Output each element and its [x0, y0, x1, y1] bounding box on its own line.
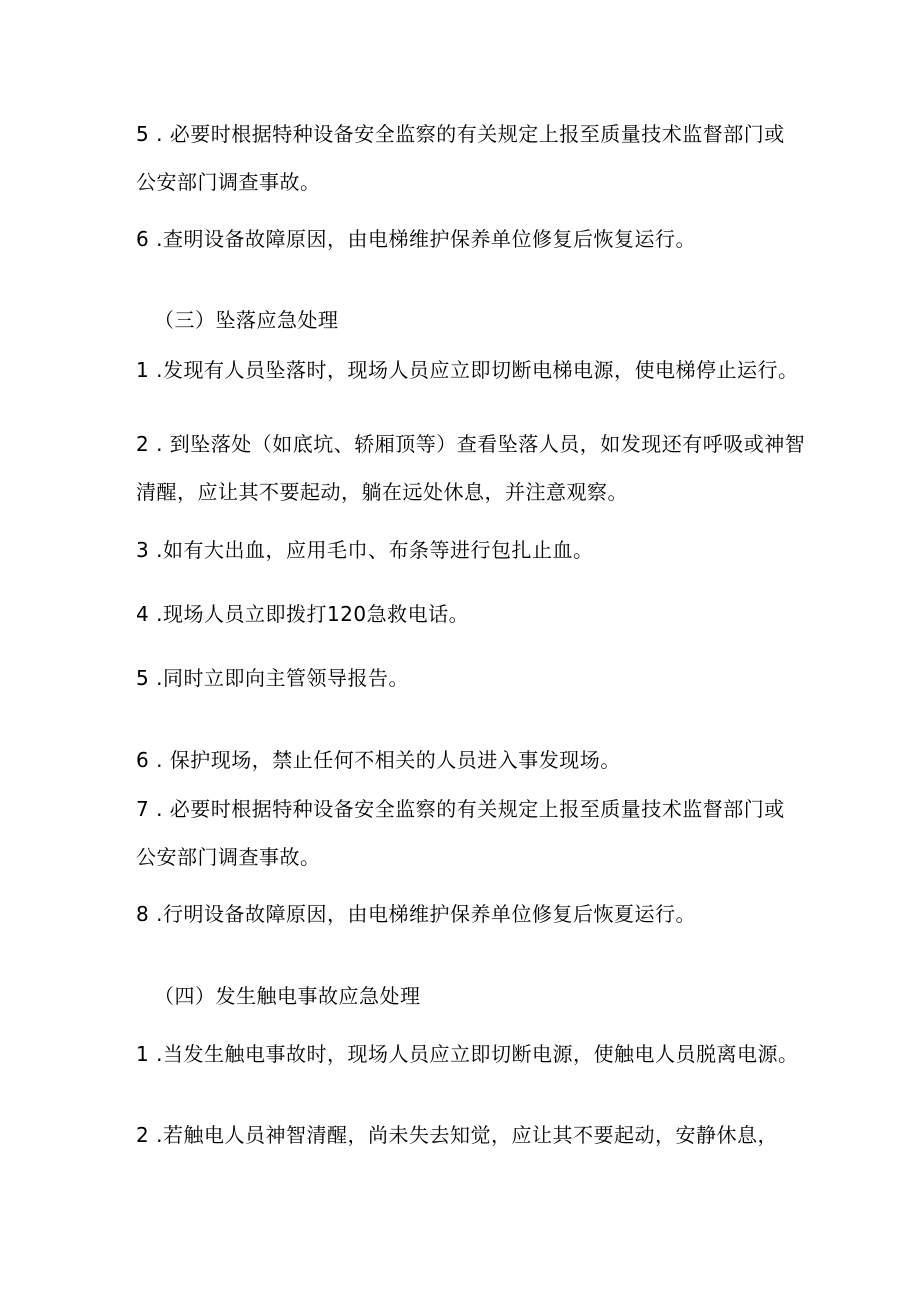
item-number: 4: [136, 602, 150, 626]
item-number: 2: [136, 432, 150, 456]
item-5-line-2: [136, 168, 321, 196]
item-6: [136, 225, 696, 253]
fall-item-8: [136, 900, 696, 928]
fall-item-7-line-1: [136, 795, 785, 823]
fall-item-7-line-2: [136, 843, 321, 871]
item-number: 8: [136, 902, 150, 926]
fall-item-2-line-2: [136, 478, 628, 506]
item-number: 6: [136, 748, 150, 772]
fall-item-5: [136, 664, 409, 692]
item-text: .当发生触电事故时，现场人员应立即切断电源，使触电人员脱离电源。: [149, 1042, 799, 1066]
fall-item-1: [136, 356, 798, 384]
section-title: （四）发生触电事故应急处理: [154, 984, 421, 1008]
item-text: .若触电人员神智清醒，尚未失去知觉，应让其不要起动，安静休息，: [149, 1123, 778, 1147]
item-text: .同时立即向主管领导报告。: [149, 666, 409, 690]
item-text: .发现有人员坠落时，现场人员应立即切断电梯电源，使电梯停止运行。: [149, 358, 799, 382]
item-number: 5: [136, 666, 150, 690]
fall-item-2-line-1: [136, 430, 805, 458]
section-heading-3: [154, 306, 339, 334]
item-number: 3: [136, 538, 150, 562]
shock-item-1: [136, 1040, 798, 1068]
item-text: . 到坠落处（如底坑、轿厢顶等）查看坠落人员，如发现还有呼吸或神智: [149, 432, 806, 456]
item-number: 1: [136, 1042, 150, 1066]
item-number: 1: [136, 358, 150, 382]
item-text: . 保护现场，禁止任何不相关的人员进入事发现场。: [149, 748, 621, 772]
shock-item-2: [136, 1121, 778, 1149]
item-number: 7: [136, 797, 150, 821]
item-text: .行明设备故障原因，由电梯维护保养单位修复后恢夏运行。: [149, 902, 696, 926]
item-text: . 必要时根据特种设备安全监察的有关规定上报至质量技术监督部门或: [149, 797, 785, 821]
item-text: . 必要时根据特种设备安全监察的有关规定上报至质量技术监督部门或: [149, 122, 785, 146]
item-number: 5: [136, 122, 150, 146]
section-heading-4: [154, 982, 421, 1010]
fall-item-4: [136, 600, 469, 628]
item-text: .现场人员立即拨打120急救电话。: [149, 602, 470, 626]
item-text: 公安部门调查事故。: [136, 845, 321, 869]
item-text: 公安部门调查事故。: [136, 170, 321, 194]
section-title: （三）坠落应急处理: [154, 308, 339, 332]
item-number: 2: [136, 1123, 150, 1147]
fall-item-3: [136, 536, 593, 564]
item-text: 清醒，应让其不要起动，躺在远处休息，并注意观察。: [136, 480, 628, 504]
item-number: 6: [136, 227, 150, 251]
item-5-line-1: [136, 120, 785, 148]
item-text: .查明设备故障原因，由电梯维护保养单位修复后恢复运行。: [149, 227, 696, 251]
item-text: .如有大出血，应用毛巾、布条等进行包扎止血。: [149, 538, 594, 562]
fall-item-6: [136, 746, 621, 774]
